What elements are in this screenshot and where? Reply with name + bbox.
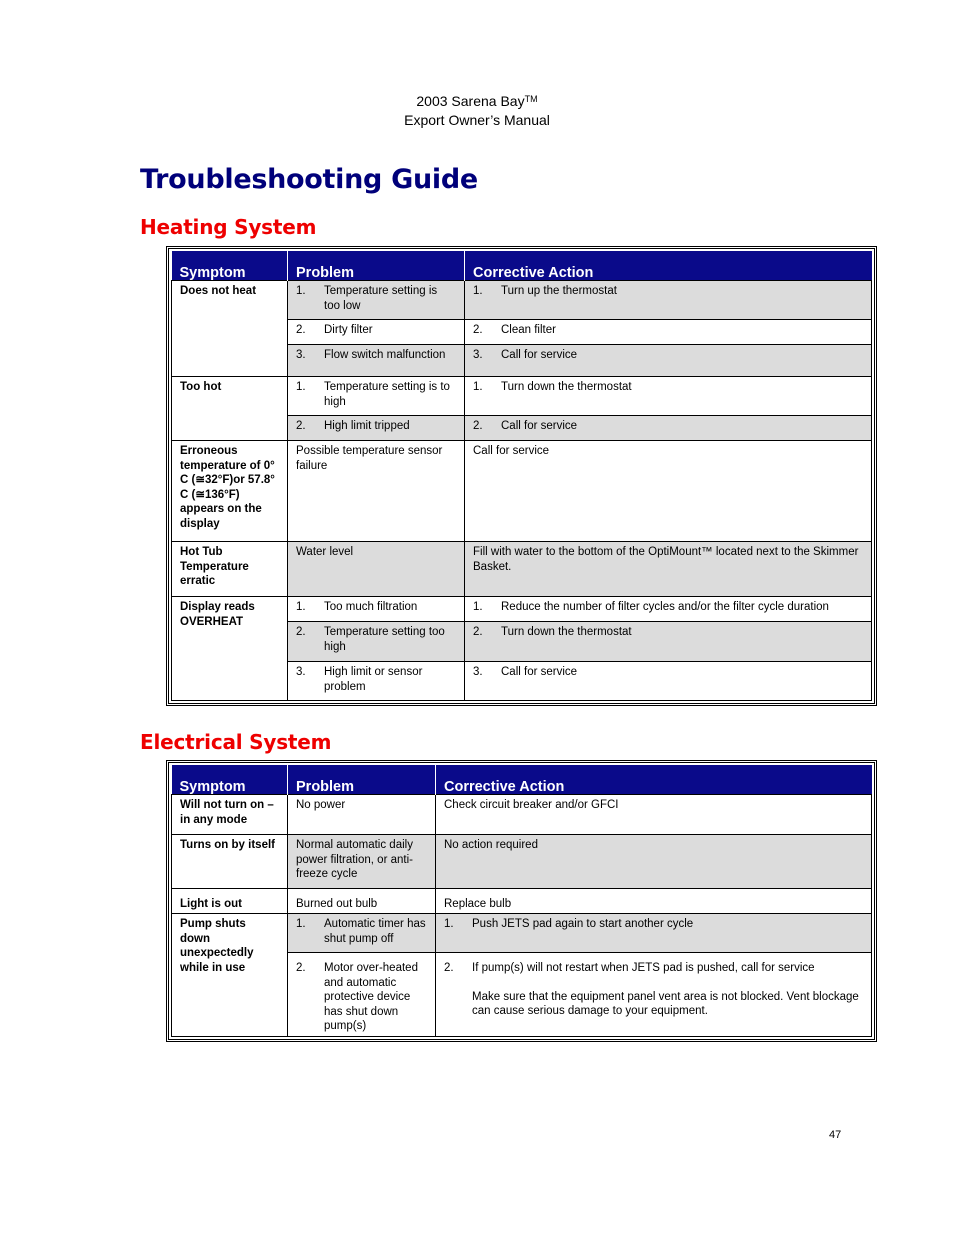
heating-section-title: Heating System [140, 215, 317, 239]
problem-cell: 1. Too much filtration [288, 597, 465, 622]
problem-cell: 3. Flow switch malfunction [288, 345, 465, 377]
table-header-row [172, 765, 872, 795]
electrical-table [166, 760, 877, 1042]
symptom-cell: Display reads OVERHEAT [172, 597, 288, 701]
page-number: 47 [829, 1129, 842, 1141]
action-cell: No action required [436, 835, 872, 889]
problem-cell: 2. Dirty filter [288, 320, 465, 345]
electrical-section-title: Electrical System [140, 730, 332, 754]
symptom-cell: Will not turn on – in any mode [172, 795, 288, 835]
table-row [172, 597, 872, 622]
action-cell: Replace bulb [436, 889, 872, 914]
symptom-cell: Hot Tub Temperature erratic [172, 542, 288, 597]
action-cell: 1. Reduce the number of filter cycles and/or the filter cycle duration [465, 597, 872, 622]
col-problem: Problem [288, 765, 436, 795]
problem-cell: 1. Automatic timer has shut pump off [288, 914, 436, 953]
problem-cell: Normal automatic daily power filtration, or anti-freeze cycle [288, 835, 436, 889]
col-symptom: Symptom [172, 251, 288, 281]
table-row [172, 795, 872, 835]
vent-note: Make sure that the equipment panel vent area is not blocked. Vent blockage can cause serious damage to your equipment. [472, 990, 859, 1017]
manual-name: Export Owner’s Manual [404, 112, 550, 128]
col-problem: Problem [288, 251, 465, 281]
problem-cell: 2. High limit tripped [288, 416, 465, 441]
trademark-mark: TM [524, 94, 538, 104]
symptom-cell: Does not heat [172, 281, 288, 377]
table-row [172, 377, 872, 416]
action-cell: 3. Call for service [465, 345, 872, 377]
problem-cell: 2. Temperature setting too high [288, 622, 465, 662]
symptom-cell: Pump shuts down unexpectedly while in use [172, 914, 288, 1037]
page-header [0, 90, 954, 130]
col-action: Corrective Action [436, 765, 872, 795]
action-cell: 1. Push JETS pad again to start another cycle [436, 914, 872, 953]
table-row [172, 441, 872, 542]
symptom-cell: Turns on by itself [172, 835, 288, 889]
symptom-cell: Light is out [172, 889, 288, 914]
table-row [172, 914, 872, 953]
table-row [172, 281, 872, 320]
table-row [172, 542, 872, 597]
manual-model: 2003 Sarena Bay [416, 93, 525, 109]
problem-cell: 3. High limit or sensor problem [288, 662, 465, 701]
action-cell: Check circuit breaker and/or GFCI [436, 795, 872, 835]
problem-cell: 1. Temperature setting is too low [288, 281, 465, 320]
table-row [172, 889, 872, 914]
action-cell: 1. Turn up the thermostat [465, 281, 872, 320]
symptom-cell: Too hot [172, 377, 288, 441]
problem-cell: Possible temperature sensor failure [288, 441, 465, 542]
action-cell: 2. Turn down the thermostat [465, 622, 872, 662]
action-cell: 2. If pump(s) will not restart when JETS pad is pushed, call for service Make sure that the equipment panel vent area is not blocked. Vent blockage can cause serious damage to your equipment. [436, 953, 872, 1037]
table-header-row [172, 251, 872, 281]
col-action: Corrective Action [465, 251, 872, 281]
action-cell: 3. Call for service [465, 662, 872, 701]
problem-cell: Burned out bulb [288, 889, 436, 914]
action-cell: Call for service [465, 441, 872, 542]
problem-cell: Water level [288, 542, 465, 597]
col-symptom: Symptom [172, 765, 288, 795]
problem-cell: 1. Temperature setting is to high [288, 377, 465, 416]
action-cell: 2. Clean filter [465, 320, 872, 345]
problem-cell: No power [288, 795, 436, 835]
table-row [172, 835, 872, 889]
action-cell: Fill with water to the bottom of the OptiMount™ located next to the Skimmer Basket. [465, 542, 872, 597]
symptom-cell: Erroneous temperature of 0° C (≅32°F)or 57.8° C (≅136°F) appears on the display [172, 441, 288, 542]
heating-table [166, 246, 877, 706]
action-cell: 1. Turn down the thermostat [465, 377, 872, 416]
action-cell: 2. Call for service [465, 416, 872, 441]
problem-cell: 2. Motor over-heated and automatic protective device has shut down pump(s) [288, 953, 436, 1037]
page-title: Troubleshooting Guide [140, 164, 478, 195]
